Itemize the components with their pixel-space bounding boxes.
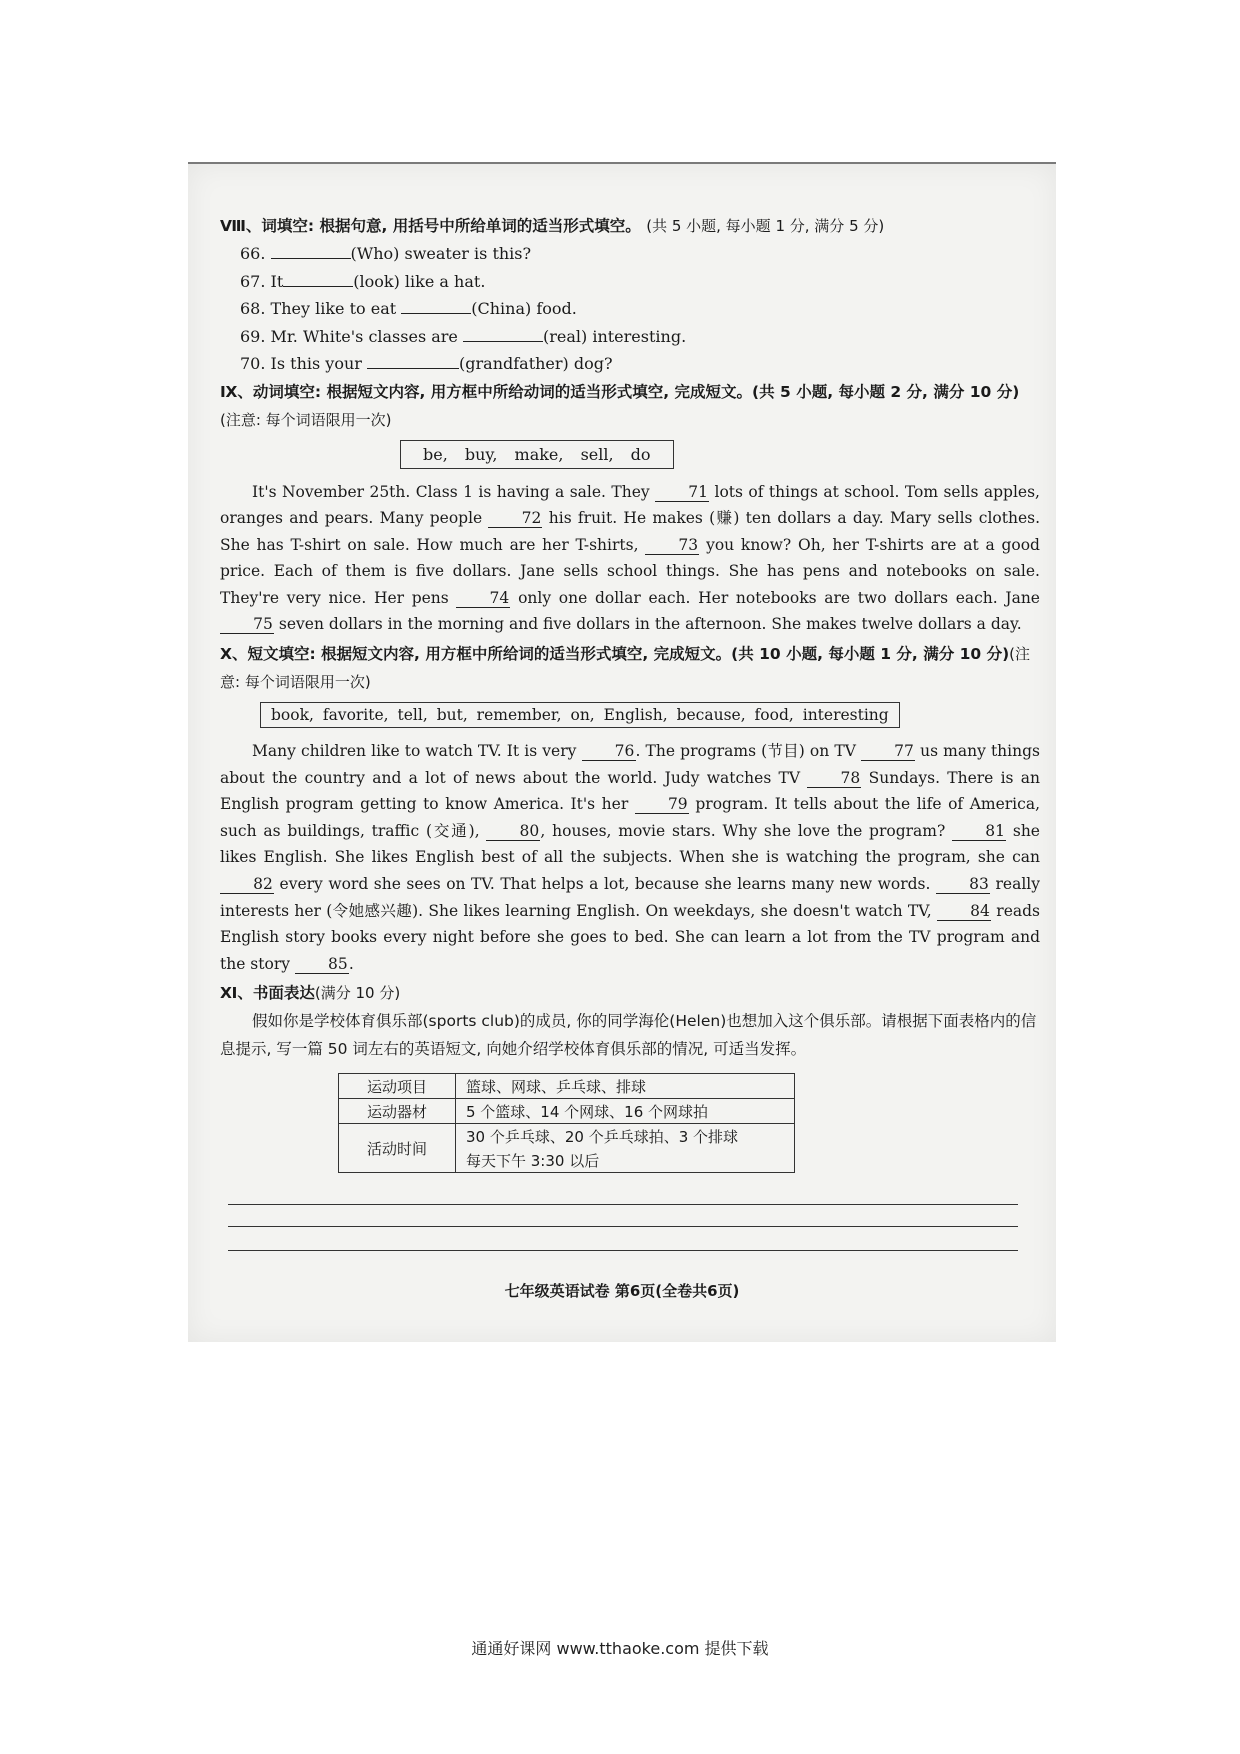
section-10-title (220, 640, 1040, 696)
passage-text: program. It tells about the life of America, such as buildings, traffic (交通), (220, 795, 1040, 840)
numbered-blank[interactable]: 82 (220, 875, 274, 894)
table-row (339, 1074, 795, 1099)
numbered-blank[interactable]: 83 (936, 875, 990, 894)
sports-club-info-table (338, 1073, 795, 1173)
section-10-note: (注意: 每个词语限用一次) (220, 645, 1031, 692)
numbered-blank[interactable]: 73 (645, 536, 699, 555)
section-9-word-box: be, buy, make, sell, do (400, 440, 674, 469)
question-text: 67. It (240, 271, 284, 291)
numbered-blank[interactable]: 84 (937, 902, 991, 921)
table-header-cell: 运动项目 (339, 1074, 456, 1099)
question-text: 69. Mr. White's classes are (240, 326, 463, 346)
section-10-passage (220, 738, 1040, 977)
numbered-blank[interactable]: 75 (220, 615, 274, 634)
question-text: (grandfather) dog? (459, 354, 613, 373)
section-9-title (220, 378, 1040, 434)
passage-text: every word she sees on TV. That helps a lot, because she learns many new words. (274, 875, 936, 894)
question-text: 66. (240, 244, 271, 263)
table-value-cell: 30 个乒乓球、20 个乒乓球拍、3 个排球 (456, 1124, 795, 1149)
numbered-blank[interactable]: 85 (295, 955, 349, 974)
numbered-blank[interactable]: 74 (456, 589, 510, 608)
passage-text: you know? Oh, her T-shirts are at a good price. Each of them is five dollars. Jane sells school things. She has pens and notebooks on sale. They're very nice. Her pens (220, 535, 1040, 607)
answer-blank[interactable] (367, 350, 459, 369)
section-8-items (220, 240, 1040, 378)
passage-text: seven dollars in the morning and five dollars in the afternoon. She makes twelve dollars a day. (274, 615, 1022, 634)
question-item (220, 268, 1040, 296)
section-10-word-box-row (220, 702, 1040, 728)
answer-line (228, 1204, 1018, 1205)
numbered-blank[interactable]: 78 (807, 769, 861, 788)
question-text: (real) interesting. (542, 326, 687, 346)
answer-blank[interactable] (463, 323, 543, 342)
question-text: (Who) sweater is this? (350, 244, 532, 263)
passage-text: Sundays. There is an English program getting to know America. It's her (220, 768, 1040, 814)
table-row (339, 1124, 795, 1149)
section-11-title (220, 979, 1040, 1007)
table-value-cell: 篮球、网球、乒乓球、排球 (456, 1074, 795, 1099)
passage-text: his fruit. He makes (赚) ten dollars a day. Mary sells clothes. She has T-shirt on sale. How much are her T-shirts, (220, 509, 1040, 554)
passage-text: us many things about the country and a lot of news about the world. Judy watches TV (220, 742, 1040, 787)
passage-text: It's November 25th. Class 1 is having a sale. They (252, 482, 656, 501)
question-item (220, 240, 1040, 268)
answer-line (228, 1250, 1018, 1251)
table-value-cell: 5 个篮球、14 个网球、16 个网球拍 (456, 1099, 795, 1124)
passage-text: , houses, movie stars. Why she love the program? (540, 821, 953, 840)
section-8-heading: Ⅷ、词填空: 根据句意, 用括号中所给单词的适当形式填空。 (220, 217, 641, 235)
passage-text: lots of things at school. Tom sells apples, oranges and pears. Many people (220, 482, 1040, 528)
table-header-cell: 活动时间 (339, 1124, 456, 1173)
question-text: (China) food. (471, 299, 577, 318)
passage-text: only one dollar each. Her notebooks are two dollars each. Jane (510, 588, 1040, 607)
download-source-footer: 通通好课网 www.tthaoke.com 提供下载 (471, 1639, 769, 1658)
answer-blank[interactable] (283, 268, 353, 287)
question-item (220, 323, 1040, 351)
table-header-cell: 运动器材 (339, 1099, 456, 1124)
exam-content (220, 212, 1040, 1173)
passage-text: she likes English. She likes English best of all the subjects. When she is watching the program, she can (220, 821, 1040, 867)
numbered-blank[interactable]: 77 (861, 742, 915, 761)
numbered-blank[interactable]: 71 (655, 483, 709, 502)
section-10-word-box: book, favorite, tell, but, remember, on, English, because, food, interesting (260, 702, 900, 728)
question-item (220, 350, 1040, 378)
numbered-blank[interactable]: 76 (582, 742, 636, 761)
section-9-word-box-row (220, 440, 1040, 469)
numbered-blank[interactable]: 81 (952, 822, 1006, 841)
section-9-note: (注意: 每个词语限用一次) (220, 410, 392, 429)
answer-blank[interactable] (401, 295, 471, 314)
scanned-exam-page (188, 162, 1056, 1342)
section-9-heading: Ⅸ、动词填空: 根据短文内容, 用方框中所给动词的适当形式填空, 完成短文。(共 5 小题, 每小题 2 分, 满分 10 分) (220, 382, 1020, 401)
numbered-blank[interactable]: 80 (486, 822, 540, 841)
section-10-heading: Ⅹ、短文填空: 根据短文内容, 用方框中所给词的适当形式填空, 完成短文。(共 10 小题, 每小题 1 分, 满分 10 分) (220, 645, 1010, 664)
section-8-title (220, 212, 1040, 240)
numbered-blank[interactable]: 79 (635, 795, 689, 814)
section-9-passage (220, 479, 1040, 639)
numbered-blank[interactable]: 72 (488, 509, 542, 528)
passage-text: . (348, 954, 354, 973)
question-text: (look) like a hat. (353, 271, 486, 291)
question-item (220, 295, 1040, 323)
section-11-heading: Ⅺ、书面表达 (220, 984, 315, 1003)
table-row (339, 1099, 795, 1124)
question-text: 68. They like to eat (240, 299, 402, 318)
page-number: 七年级英语试卷 第6页(全卷共6页) (504, 1282, 740, 1300)
table-value-cell: 每天下午 3:30 以后 (456, 1148, 795, 1173)
question-text: 70. Is this your (240, 354, 368, 373)
answer-line (228, 1226, 1018, 1227)
passage-text: reads English story books every night before she goes to bed. She can learn a lot from the TV program and the story (220, 901, 1040, 973)
section-11-prompt: 假如你是学校体育俱乐部(sports club)的成员, 你的同学海伦(Helen)也想加入这个俱乐部。请根据下面表格内的信息提示, 写一篇 50 词左右的英语短文, 向她介绍学校体育俱乐部的情况, 可适当发挥。 (220, 1012, 1037, 1059)
section-11-score: (满分 10 分) (314, 984, 401, 1003)
section-8-score: (共 5 小题, 每小题 1 分, 满分 5 分) (646, 217, 885, 235)
passage-text: . The programs (节目) on TV (635, 742, 861, 761)
answer-blank[interactable] (271, 240, 351, 259)
passage-text: really interests her (令她感兴趣). She likes learning English. On weekdays, she doesn't watch TV, (220, 875, 1040, 920)
passage-text: Many children like to watch TV. It is very (252, 742, 582, 761)
